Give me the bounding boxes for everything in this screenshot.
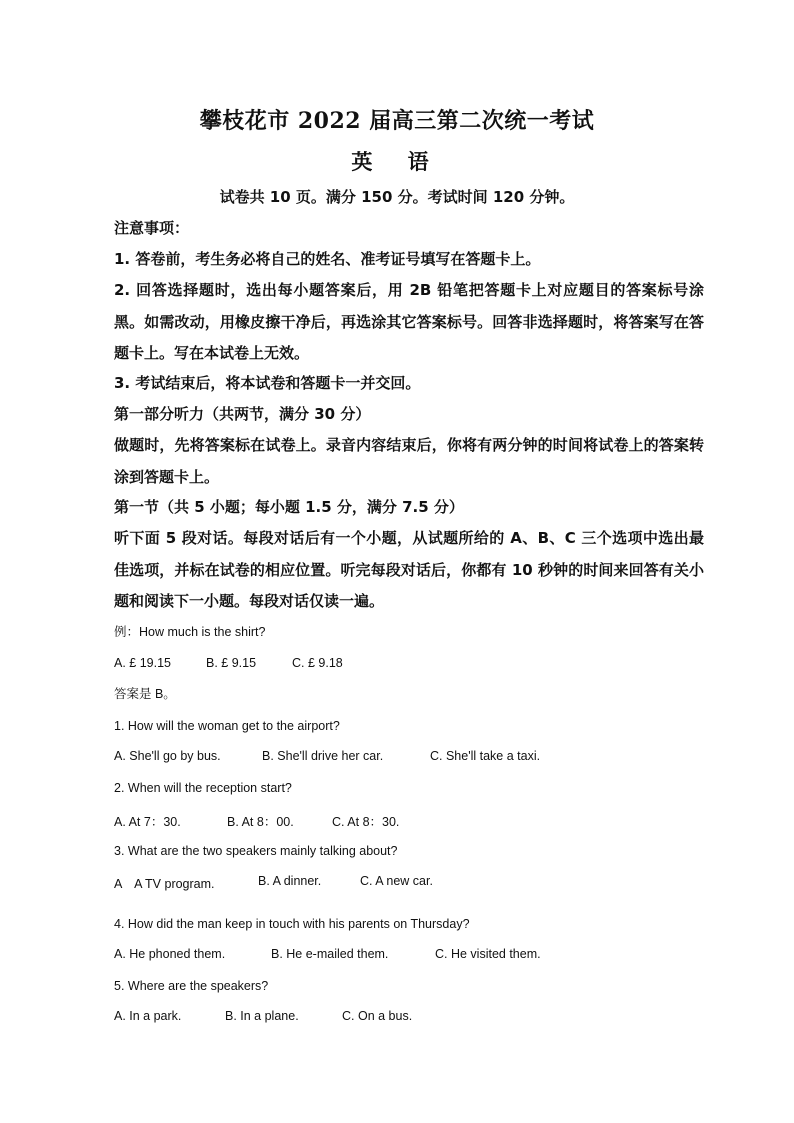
question-4-options (114, 947, 714, 963)
q2-option-a: A. At 7：30. (114, 815, 181, 829)
example-option-a: A. £ 19.15 (114, 656, 171, 670)
question-3: 3. What are the two speakers mainly talking about? (114, 844, 398, 858)
q5-option-a: A. In a park. (114, 1009, 182, 1023)
notes-item-2: 2. 回答选择题时，选出每小题答案后，用 2B 铅笔把答题卡上对应题目的答案标号涂黑。如需改动，用橡皮擦干净后，再选涂其它答案标号。回答非选择题时，将答案写在答题卡上。写在本试卷上无效。 (114, 281, 704, 362)
q2-option-c: C. At 8：30. (332, 815, 400, 829)
question-2-options (114, 812, 714, 828)
example-options (114, 656, 714, 672)
section1-heading: 第一节（共 5 小题；每小题 1.5 分，满分 7.5 分） (114, 498, 464, 516)
q4-option-b: B. He e-mailed them. (271, 947, 389, 961)
question-5-options (114, 1009, 714, 1025)
notes-heading: 注意事项： (114, 219, 190, 237)
example-answer: 答案是 B。 (114, 687, 176, 701)
example-option-c: C. £ 9.18 (292, 656, 343, 670)
subject-title: 英 语 (351, 149, 443, 174)
q1-option-b: B. She'll drive her car. (262, 749, 384, 763)
part1-instruction: 做题时，先将答案标在试卷上。录音内容结束后，你将有两分钟的时间将试卷上的答案转涂到答题卡上。 (114, 436, 704, 486)
exam-info: 试卷共 10 页。满分 150 分。考试时间 120 分钟。 (219, 188, 575, 206)
q2-option-b: B. At 8：00. (227, 815, 294, 829)
q3-option-b: B. A dinner. (258, 874, 322, 888)
question-4: 4. How did the man keep in touch with his parents on Thursday? (114, 917, 470, 931)
q5-option-c: C. On a bus. (342, 1009, 413, 1023)
question-3-options (114, 874, 714, 890)
example-option-b: B. £ 9.15 (206, 656, 257, 670)
q3-option-a: A A TV program. (114, 877, 215, 891)
question-2: 2. When will the reception start? (114, 781, 292, 795)
notes-item-1: 1. 答卷前，考生务必将自己的姓名、准考证号填写在答题卡上。 (114, 250, 541, 268)
question-5: 5. Where are the speakers? (114, 979, 269, 993)
exam-title: 攀枝花市 2022 届高三第二次统一考试 (199, 108, 595, 134)
part1-heading: 第一部分听力（共两节，满分 30 分） (114, 405, 371, 423)
q4-option-c: C. He visited them. (435, 947, 541, 961)
example-question: 例：How much is the shirt? (114, 625, 266, 639)
q3-option-c: C. A new car. (360, 874, 433, 888)
question-1: 1. How will the woman get to the airport? (114, 719, 340, 733)
section1-instruction: 听下面 5 段对话。每段对话后有一个小题，从试题所给的 A、B、C 三个选项中选出最佳选项，并标在试卷的相应位置。听完每段对话后，你都有 10 秒钟的时间来回答有关小题和阅读下一小题。每段对话仅读一遍。 (114, 529, 704, 610)
question-1-options (114, 749, 714, 765)
q4-option-a: A. He phoned them. (114, 947, 226, 961)
notes-item-3: 3. 考试结束后，将本试卷和答题卡一并交回。 (114, 374, 421, 392)
q1-option-a: A. She'll go by bus. (114, 749, 221, 763)
q5-option-b: B. In a plane. (225, 1009, 299, 1023)
q1-option-c: C. She'll take a taxi. (430, 749, 541, 763)
